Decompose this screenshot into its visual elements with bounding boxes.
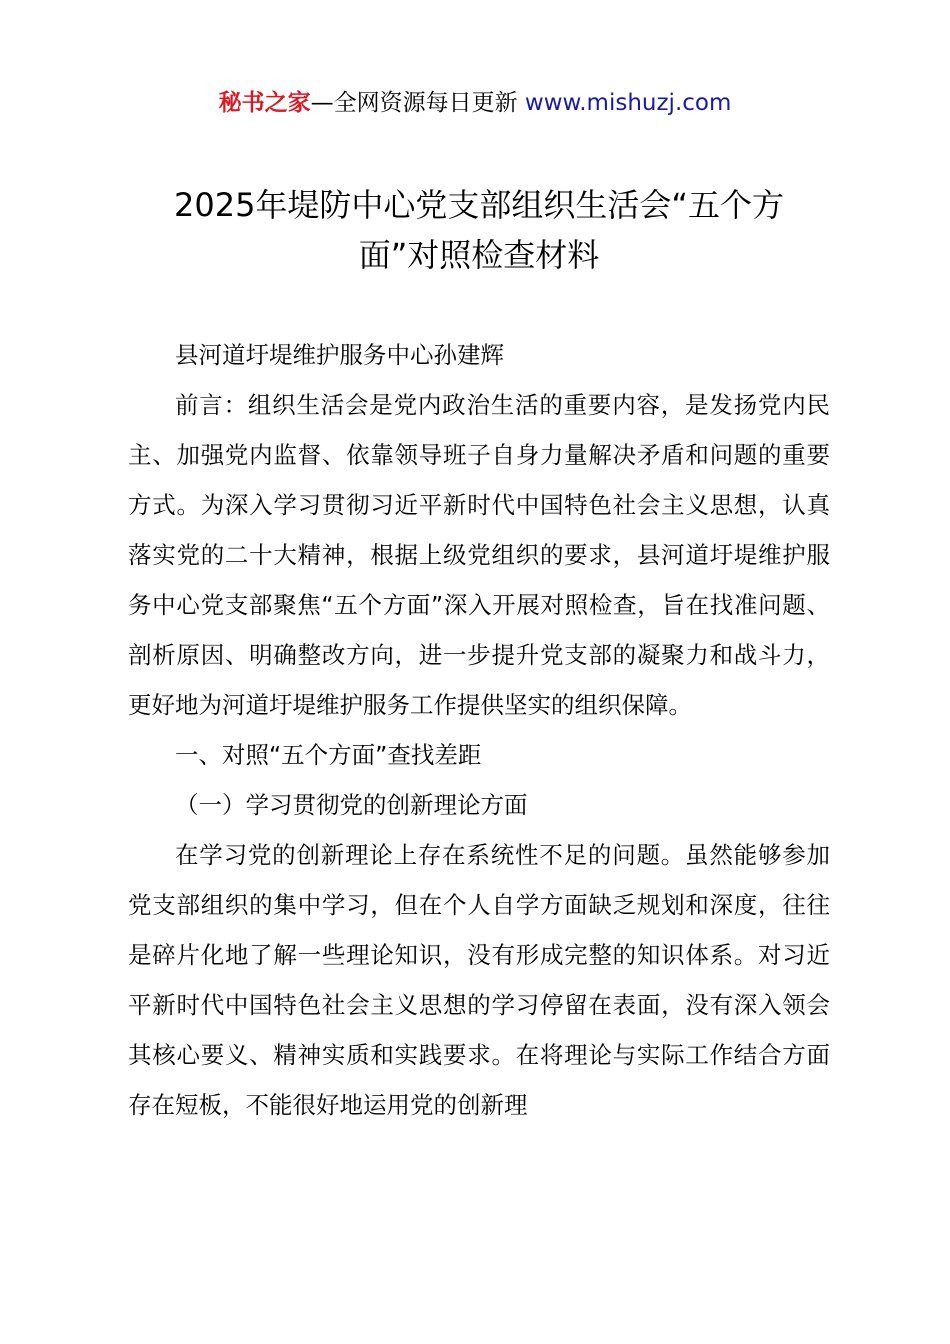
author-line: 县河道圩堤维护服务中心孙建辉 bbox=[175, 341, 504, 369]
title-line-1: 2025年堤防中心党支部组织生活会“五个方 bbox=[173, 186, 785, 224]
document-body bbox=[128, 330, 830, 1130]
site-url-link[interactable]: www.mishuzj.com bbox=[524, 90, 732, 116]
brand-name: 秘书之家 bbox=[218, 90, 311, 116]
subsection-heading: （一）学习贯彻党的创新理论方面 bbox=[175, 791, 528, 819]
header-tagline: —全网资源每日更新 bbox=[310, 90, 518, 116]
preface-paragraph: 前言：组织生活会是党内政治生活的重要内容，是发扬党内民主、加强党内监督、依靠领导班子自身力量解决矛盾和问题的重要方式。为深入学习贯彻习近平新时代中国特色社会主义思想，认真落实党的二十大精神，根据上级党组织的要求，县河道圩堤维护服务中心党支部聚焦“五个方面”深入开展对照检查，旨在找准问题、剖析原因、明确整改方向，进一步提升党支部的凝聚力和战斗力，更好地为河道圩堤维护服务工作提供坚实的组织保障。 bbox=[128, 391, 830, 719]
section-heading: 一、对照“五个方面”查找差距 bbox=[175, 741, 482, 769]
body-paragraph: 在学习党的创新理论上存在系统性不足的问题。虽然能够参加党支部组织的集中学习，但在个人自学方面缺乏规划和深度，往往是碎片化地了解一些理论知识，没有形成完整的知识体系。对习近平新时代中国特色社会主义思想的学习停留在表面，没有深入领会其核心要义、精神实质和实践要求。在将理论与实际工作结合方面存在短板，不能很好地运用党的创新理 bbox=[128, 841, 830, 1119]
title-line-2: 面”对照检查材料 bbox=[358, 236, 600, 274]
site-header bbox=[0, 86, 950, 120]
document-title bbox=[128, 180, 830, 280]
